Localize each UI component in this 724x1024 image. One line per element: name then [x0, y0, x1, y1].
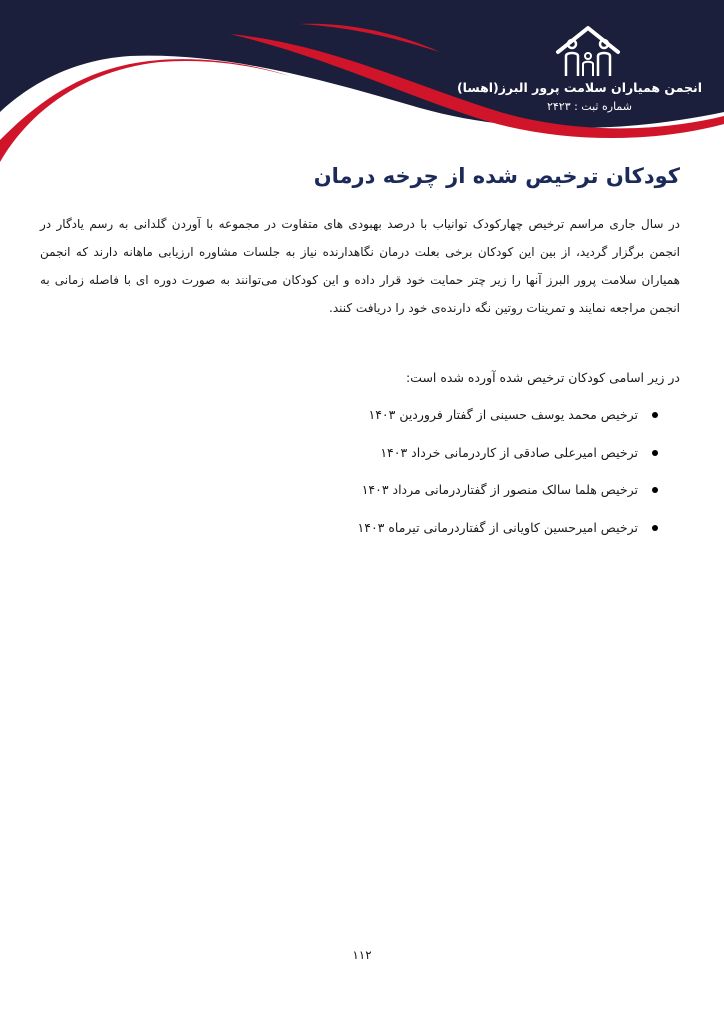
bullet-icon	[652, 412, 658, 418]
list-item-text: ترخیص امیرحسین کاویانی از گفتاردرمانی تیرماه ۱۴۰۳	[357, 519, 638, 535]
discharged-children-list	[358, 402, 662, 552]
page-title: کودکان ترخیص شده از چرخه درمان	[313, 164, 680, 188]
bullet-icon	[652, 487, 658, 493]
family-house-logo-icon	[548, 22, 628, 82]
bullet-icon	[652, 525, 658, 531]
body-paragraph: در سال جاری مراسم ترخیص چهارکودک توانیاب با درصد بهبودی های متفاوت در مجموعه با آوردن گلدانی به رسم یادگار در انجمن برگزار گردید، از بین این کودکان برخی بعلت درمان نگاهدارنده نیاز به جلسات مشاوره ارزیابی ماهانه دارند که انجمن همیاران سلامت پرور البرز آنها را زیر چتر حمایت خود قرار داده و این کودکان می‌توانند به صورت دوره ای با فاصله زمانی به انجمن مراجعه نمایند و تمرینات روتین نگه دارنده‌ی خود را دریافت کنند.	[40, 217, 680, 315]
list-item	[358, 402, 662, 440]
list-item-text: ترخیص محمد یوسف حسینی از گفتار فروردین ۱۴۰۳	[368, 407, 638, 422]
list-item-text: ترخیص هلما سالک منصور از گفتاردرمانی مرداد ۱۴۰۳	[361, 482, 638, 497]
list-item	[358, 477, 662, 515]
list-item-text: ترخیص امیرعلی صادقی از کاردرمانی خرداد ۱۴۰۳	[380, 444, 638, 460]
organization-name: انجمن همیاران سلامت پرور البرز(اهسا)	[456, 80, 702, 95]
list-item	[358, 440, 662, 478]
list-item	[358, 515, 662, 553]
page-number: ۱۱۲	[352, 948, 372, 962]
list-intro: در زیر اسامی کودکان ترخیص شده آورده شده است:	[405, 370, 680, 385]
bullet-icon	[652, 450, 658, 456]
registration-number: شماره ثبت : ۲۴۲۳	[546, 100, 632, 113]
